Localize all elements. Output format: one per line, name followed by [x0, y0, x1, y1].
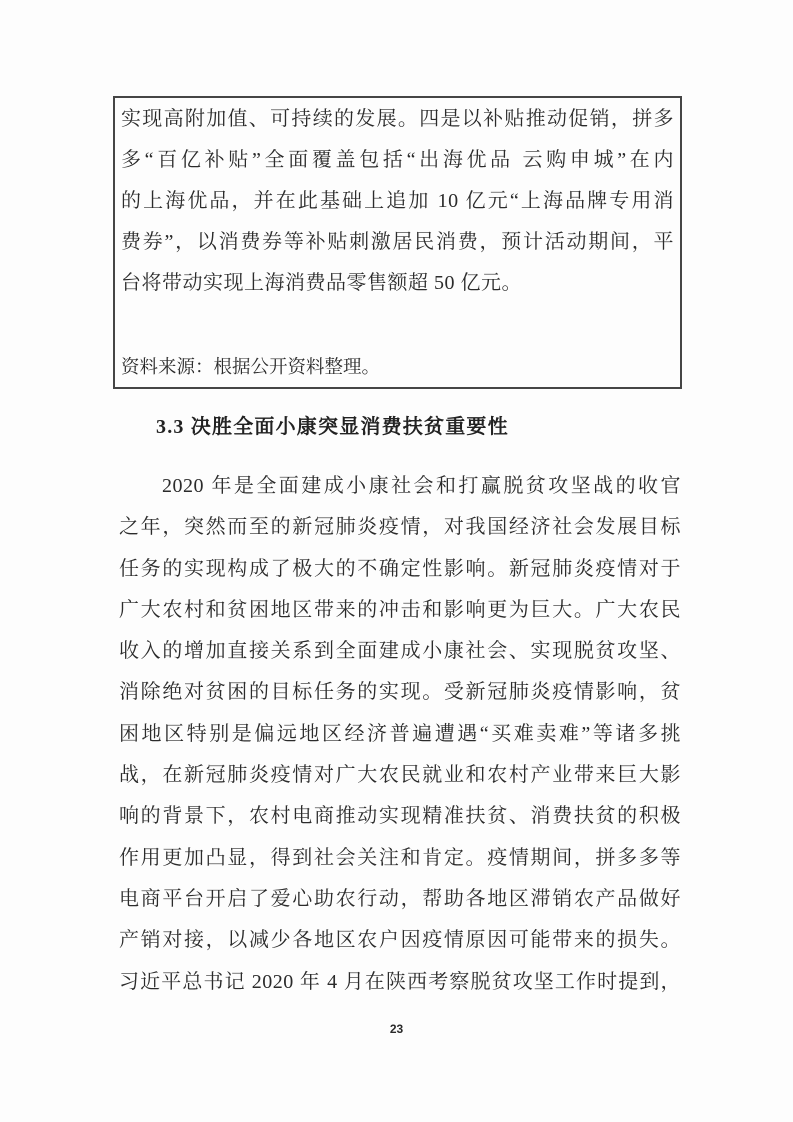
text-line: 收入的增加直接关系到全面建成小康社会、实现脱贫攻坚、	[119, 640, 681, 663]
text-line: 实现高附加值、可持续的发展。四是以补贴推动促销，拼多	[121, 108, 674, 130]
text-line: 产销对接，以减少各地区农户因疫情原因可能带来的损失。	[119, 929, 681, 952]
text-line: 任务的实现构成了极大的不确定性影响。新冠肺炎疫情对于	[119, 557, 681, 580]
source-note: 资料来源：根据公开资料整理。	[121, 358, 381, 378]
text-line: 响的背景下，农村电商推动实现精准扶贫、消费扶贫的积极	[119, 805, 681, 828]
text-line: 2020 年是全面建成小康社会和打赢脱贫攻坚战的收官	[162, 475, 681, 497]
text-line: 电商平台开启了爱心助农行动，帮助各地区滞销农产品做好	[119, 887, 681, 910]
text-line: 习近平总书记 2020 年 4 月在陕西考察脱贫攻坚工作时提到，	[119, 970, 681, 993]
text-line: 战，在新冠肺炎疫情对广大农民就业和农村产业带来巨大影	[119, 764, 681, 787]
text-line: 作用更加凸显，得到社会关注和肯定。疫情期间，拼多多等	[119, 846, 681, 869]
text-line: 消除绝对贫困的目标任务的实现。受新冠肺炎疫情影响，贫	[119, 681, 681, 704]
page-number: 23	[389, 1022, 404, 1036]
text-line: 费券”，以消费券等补贴刺激居民消费，预计活动期间，平	[121, 231, 674, 253]
section-paragraph	[119, 466, 681, 1003]
text-line: 台将带动实现上海消费品零售额超 50 亿元。	[121, 272, 522, 294]
box-paragraph	[121, 99, 674, 304]
text-line: 的上海优品，并在此基础上追加 10 亿元“上海品牌专用消	[121, 190, 674, 212]
info-box	[113, 96, 682, 389]
text-line: 广大农村和贫困地区带来的冲击和影响更为巨大。广大农民	[119, 598, 681, 621]
text-line: 之年，突然而至的新冠肺炎疫情，对我国经济社会发展目标	[119, 516, 681, 539]
text-line: 困地区特别是偏远地区经济普遍遭遇“买难卖难”等诸多挑	[119, 722, 681, 745]
section-heading: 3.3 决胜全面小康突显消费扶贫重要性	[156, 416, 509, 438]
text-line: 多“百亿补贴”全面覆盖包括“出海优品 云购申城”在内	[121, 149, 674, 171]
